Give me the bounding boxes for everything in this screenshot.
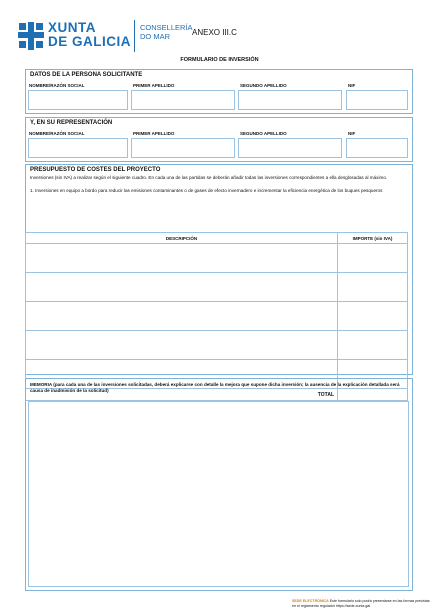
budget-intro: Inversiones (sin IVA) a realizar según el siguiente cuadro. En cada una de las partidas se deberán añadir todas las inversiones correspondientes a ella desglosadas al máximo. <box>30 175 388 180</box>
footer-note <box>292 599 432 608</box>
amount-cell[interactable] <box>338 302 408 331</box>
name-label: NOMBRE/RAZÓN SOCIAL <box>29 83 85 88</box>
rep-second-surname-field[interactable] <box>238 138 342 158</box>
sede-logo: SEDE ELECTRÓNICA <box>292 599 329 603</box>
cost-table <box>25 232 408 401</box>
table-row <box>26 331 408 360</box>
logo-text: XUNTA DE GALICIA <box>48 20 132 49</box>
amount-cell[interactable] <box>338 273 408 302</box>
description-cell[interactable] <box>26 273 338 302</box>
description-header: DESCRIPCIÓN <box>26 233 338 244</box>
department-name: CONSELLERÍA DO MAR <box>140 23 193 41</box>
footer-text: Este formulario solo podrá presentarse en las formas previstas en el reglamento regulador <box>292 599 430 608</box>
memo-instructions: MEMORIA (para cada una de las inversiones solicitadas, deberá explicarse con detalle la mejora que supone dicha inversión; la ausencia de la explicación detallada será causa de inadmisión de la solicitud) <box>30 382 400 393</box>
rep-first-surname-label: PRIMER APELLIDO <box>133 131 175 136</box>
description-cell[interactable] <box>26 331 338 360</box>
table-row <box>26 302 408 331</box>
description-cell[interactable] <box>26 244 338 273</box>
rep-name-label: NOMBRE/RAZÓN SOCIAL <box>29 131 85 136</box>
applicant-nif-field[interactable] <box>346 90 408 110</box>
applicant-name-field[interactable] <box>28 90 128 110</box>
representative-section <box>25 117 413 162</box>
footer-url[interactable]: https://sede.xunta.gal <box>335 603 371 608</box>
rep-second-surname-label: SEGUNDO APELLIDO <box>240 131 287 136</box>
table-row <box>26 244 408 273</box>
applicant-section <box>25 69 413 114</box>
representative-title: Y, EN SU REPRESENTACIÓN <box>30 120 113 126</box>
amount-cell[interactable] <box>338 331 408 360</box>
second-surname-label: SEGUNDO APELLIDO <box>240 83 287 88</box>
form-title: FORMULARIO DE INVERSIÓN <box>180 57 259 63</box>
applicant-second-surname-field[interactable] <box>238 90 342 110</box>
galicia-cross-icon <box>18 22 44 50</box>
rep-nif-label: NIF <box>348 131 356 136</box>
rep-first-surname-field[interactable] <box>131 138 235 158</box>
rep-nif-field[interactable] <box>346 138 408 158</box>
memo-textarea[interactable] <box>28 401 409 587</box>
table-row <box>26 273 408 302</box>
description-cell[interactable] <box>26 302 338 331</box>
annex-label: ANEXO III.C <box>192 28 237 37</box>
nif-label: NIF <box>348 83 356 88</box>
total-label: TOTAL <box>26 389 338 401</box>
amount-header: IMPORTE (sin IVA) <box>338 233 408 244</box>
applicant-first-surname-field[interactable] <box>131 90 235 110</box>
xunta-logo <box>18 20 193 54</box>
amount-cell[interactable] <box>338 244 408 273</box>
budget-item: 1. Inversiones en equipo a bordo para reducir las emisiones contaminantes o de gases de efecto invernadero e incrementar la eficiencia energética de los buques pesqueros <box>30 188 383 193</box>
budget-title: PRESUPUESTO DE COSTES DEL PROYECTO <box>30 167 161 173</box>
applicant-title: DATOS DE LA PERSONA SOLICITANTE <box>30 72 143 78</box>
first-surname-label: PRIMER APELLIDO <box>133 83 175 88</box>
logo-divider <box>134 20 135 52</box>
rep-name-field[interactable] <box>28 138 128 158</box>
